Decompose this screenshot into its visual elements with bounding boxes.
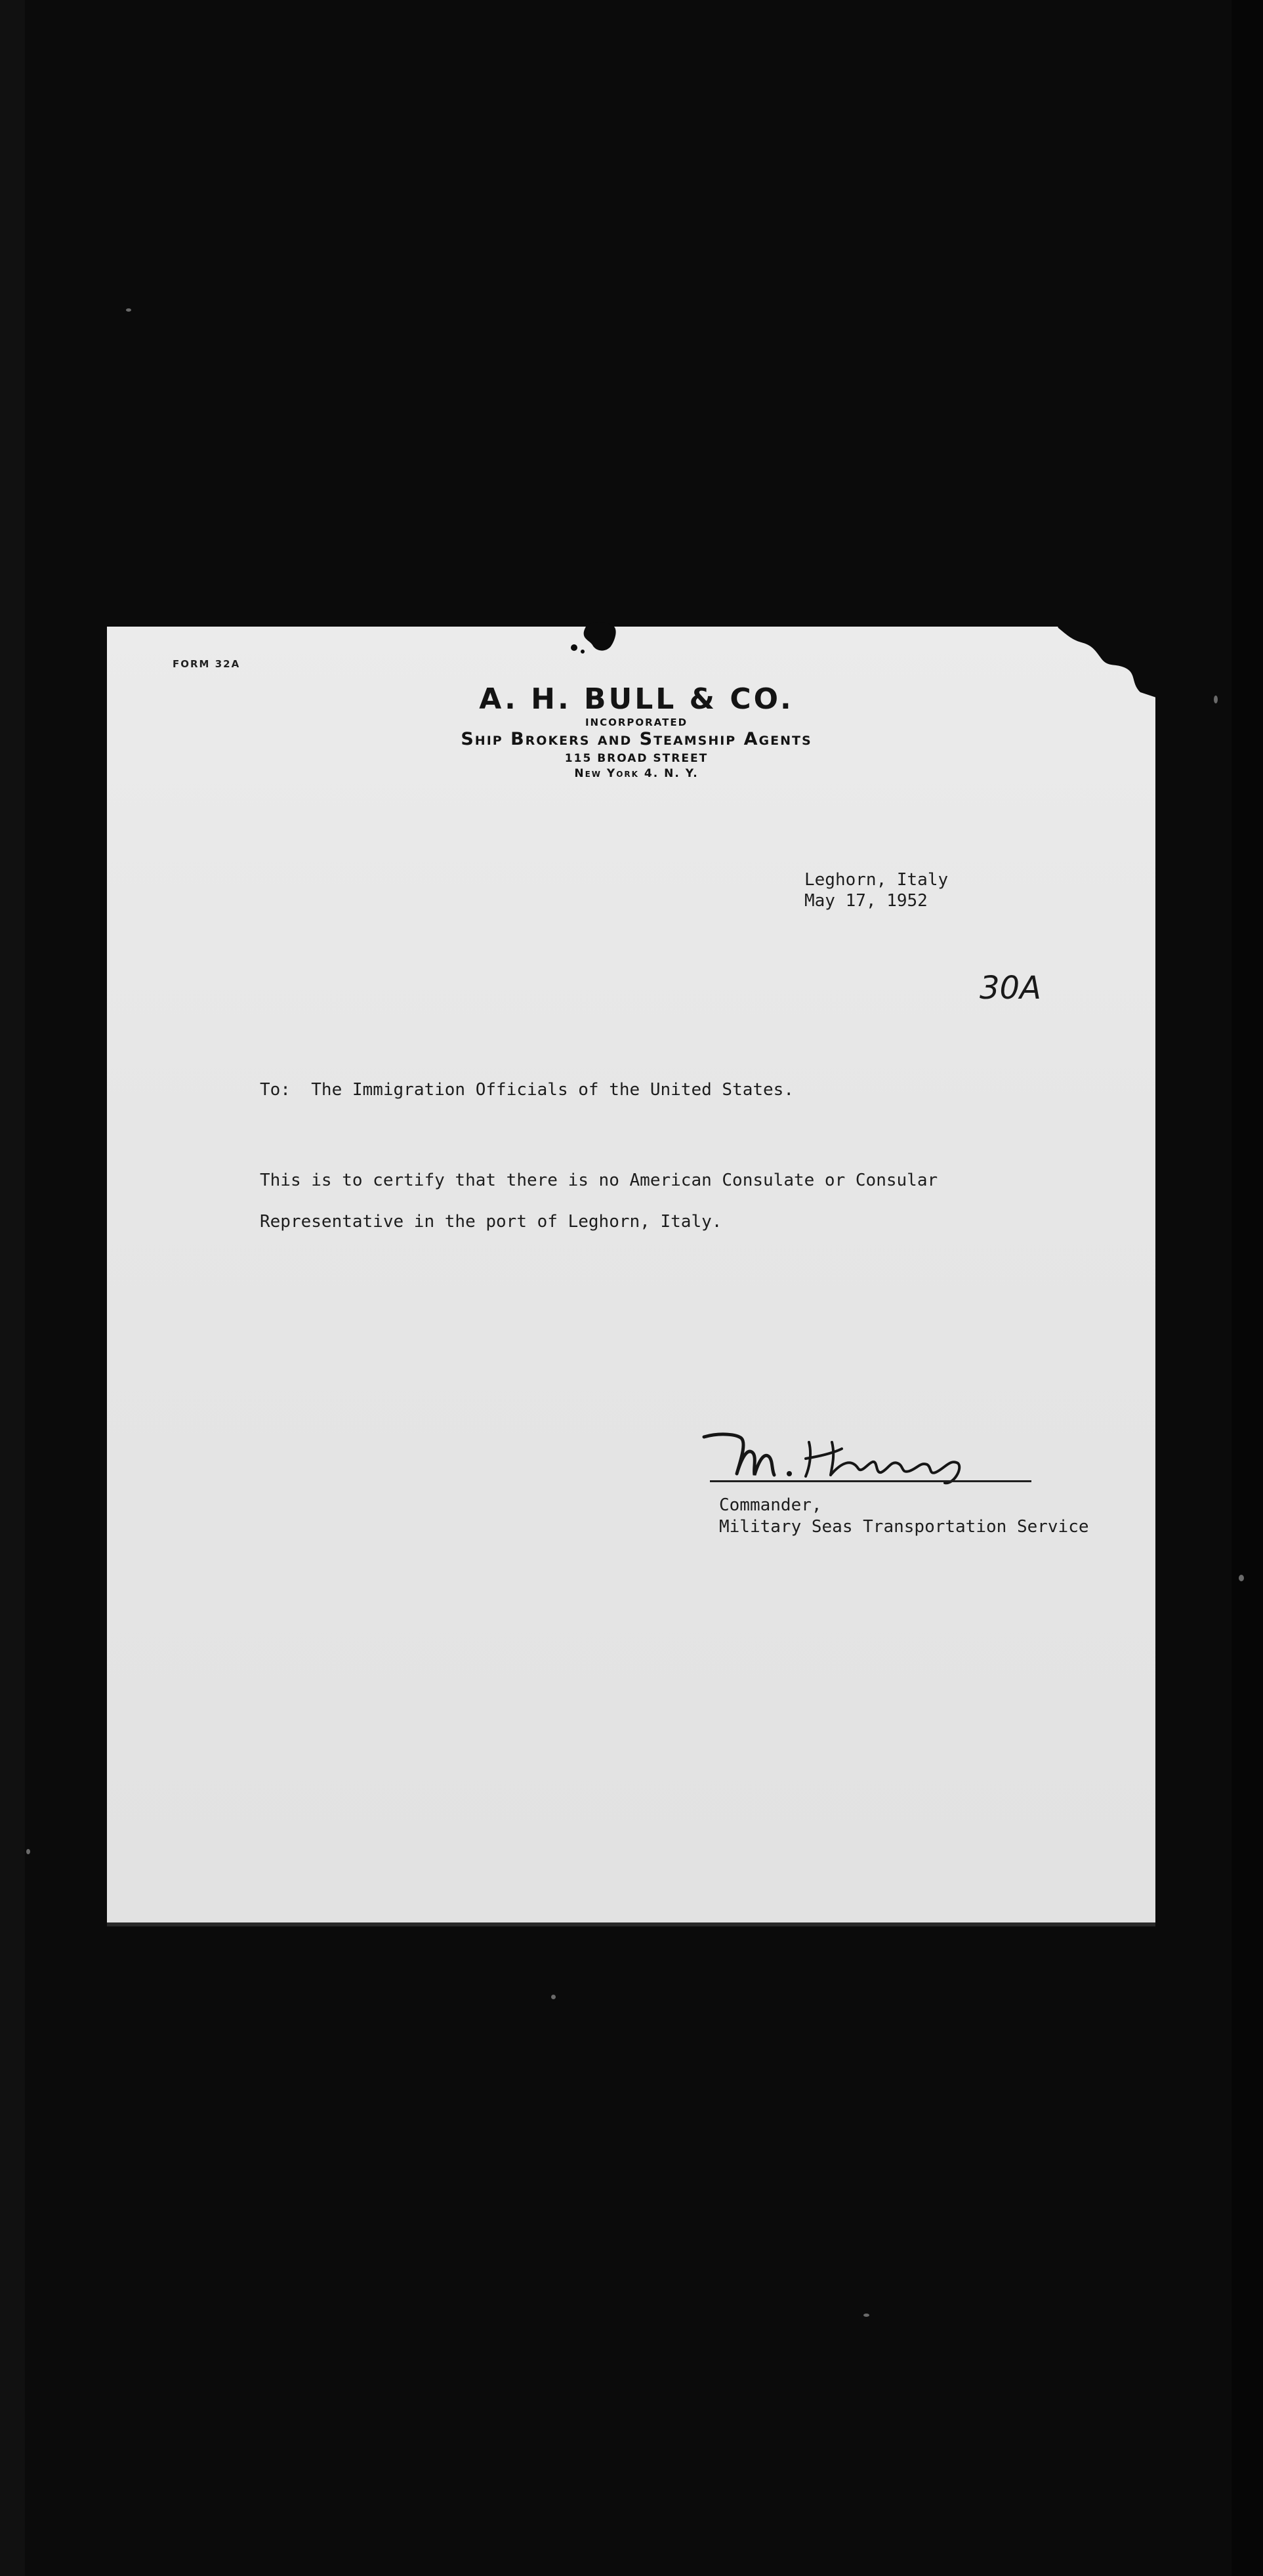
handwritten-signature — [701, 1423, 1035, 1488]
place-date-block — [804, 869, 948, 911]
city-address: New York 4. N. Y. — [574, 767, 699, 780]
letter-body — [260, 1160, 1014, 1243]
signature-line — [710, 1480, 1031, 1482]
letterhead — [367, 682, 905, 781]
sheet-bottom-edge — [107, 1922, 1155, 1926]
body-line: This is to certify that there is no American Consulate or Consular — [260, 1171, 938, 1190]
signer-organization: Military Seas Transportation Service — [719, 1517, 1089, 1537]
scan-border-left — [0, 0, 25, 2576]
to-label: To: — [260, 1080, 291, 1100]
torn-corner — [1055, 620, 1160, 699]
dust-speck — [863, 2314, 869, 2317]
dust-speck — [1239, 1575, 1244, 1581]
letter-place: Leghorn, Italy — [804, 870, 949, 890]
signer-title: Commander, — [719, 1495, 822, 1515]
form-number: FORM 32A — [173, 658, 241, 670]
salutation — [260, 1080, 794, 1100]
dust-speck — [1214, 696, 1218, 703]
signer-block — [719, 1495, 1089, 1538]
dust-speck — [26, 1849, 30, 1854]
business-description: Ship Brokers and Steamship Agents — [461, 729, 812, 749]
letter-date: May 17, 1952 — [804, 891, 928, 911]
letter-sheet — [107, 627, 1155, 1922]
street-address: 115 BROAD STREET — [564, 752, 709, 765]
scan-border-right — [1232, 0, 1263, 2576]
addressee: The Immigration Officials of the United States. — [311, 1080, 794, 1100]
dust-speck — [551, 1995, 556, 1999]
company-name: A. H. BULL & CO. — [479, 682, 794, 716]
incorporated-label: INCORPORATED — [585, 717, 688, 728]
handwritten-file-note: 30A — [980, 970, 1041, 1007]
body-line: Representative in the port of Leghorn, Italy. — [260, 1212, 722, 1232]
dust-speck — [126, 308, 131, 312]
ink-blot — [560, 620, 638, 659]
